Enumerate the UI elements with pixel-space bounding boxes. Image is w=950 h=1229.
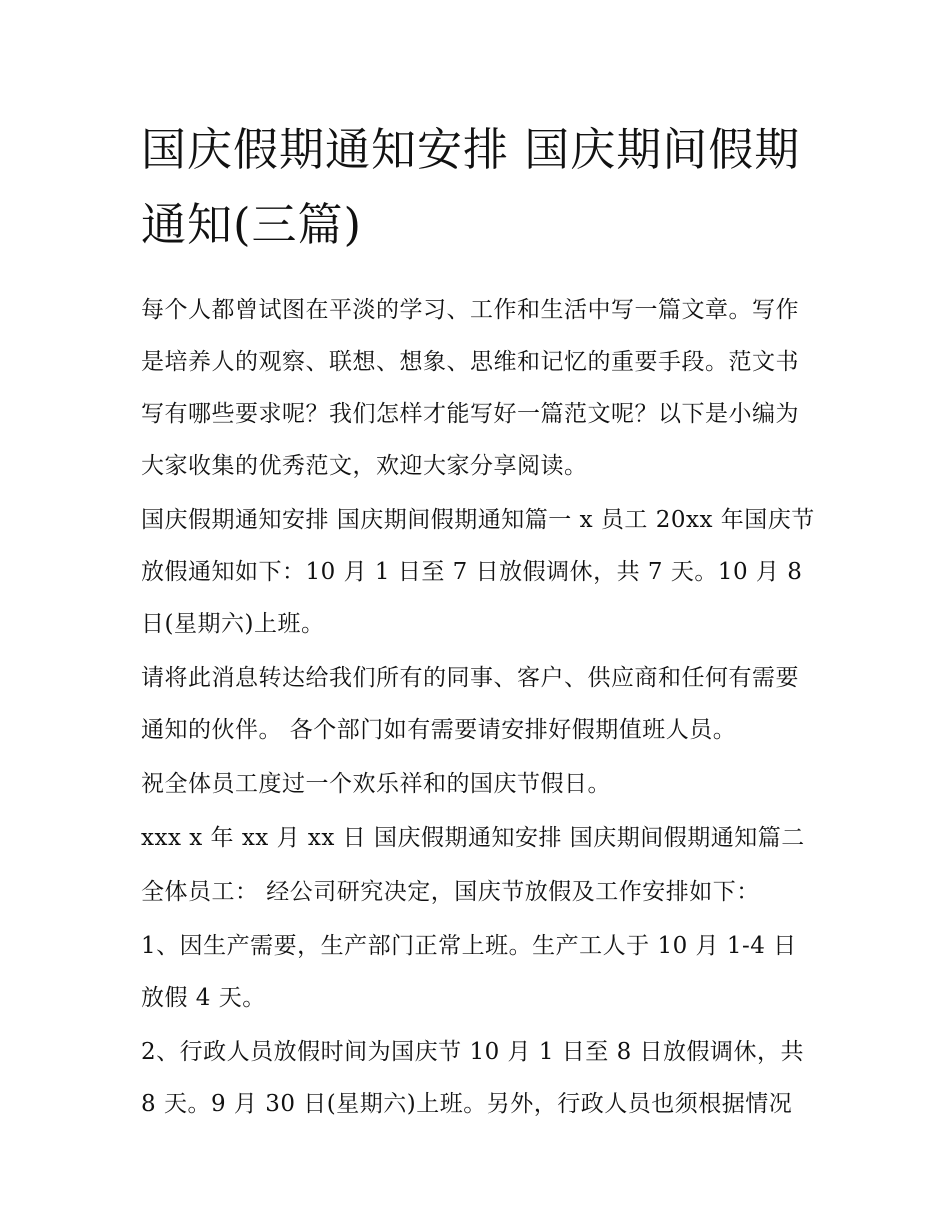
paragraph-all-staff: 全体员工： 经公司研究决定，国庆节放假及工作安排如下：: [141, 879, 760, 905]
document-body: [141, 112, 816, 1132]
document-title: 国庆假期通知安排 国庆期间假期通知(三篇): [141, 123, 801, 251]
paragraph-item-2: 2、行政人员放假时间为国庆节 10 月 1 日至 8 日放假调休，共 8 天。9 月 30 日(星期六)上班。另外，行政人员也须根据情况: [141, 1039, 805, 1117]
paragraph-notice-one: 国庆假期通知安排 国庆期间假期通知篇一 x 员工 20xx 年国庆节放假通知如下：10 月 1 日至 7 日放假调休，共 7 天。10 月 8 日(星期六)上班。: [141, 507, 815, 637]
paragraph-item-1: 1、因生产需要，生产部门正常上班。生产工人于 10 月 1-4 日放假 4 天。: [141, 933, 797, 1011]
paragraph-wishes: 祝全体员工度过一个欢乐祥和的国庆节假日。: [141, 771, 611, 797]
paragraph-date-notice-two: xxx x 年 xx 月 xx 日 国庆假期通知安排 国庆期间假期通知篇二: [141, 825, 805, 851]
paragraph-forward-request: 请将此消息转达给我们所有的同事、客户、供应商和任何有需要通知的伙伴。 各个部门如有需要请安排好假期值班人员。: [141, 665, 799, 743]
paragraph-intro: 每个人都曾试图在平淡的学习、工作和生活中写一篇文章。写作是培养人的观察、联想、想象、思维和记忆的重要手段。范文书写有哪些要求呢？我们怎样才能写好一篇范文呢？以下是小编为大家收集的优秀范文，欢迎大家分享阅读。: [141, 297, 799, 479]
